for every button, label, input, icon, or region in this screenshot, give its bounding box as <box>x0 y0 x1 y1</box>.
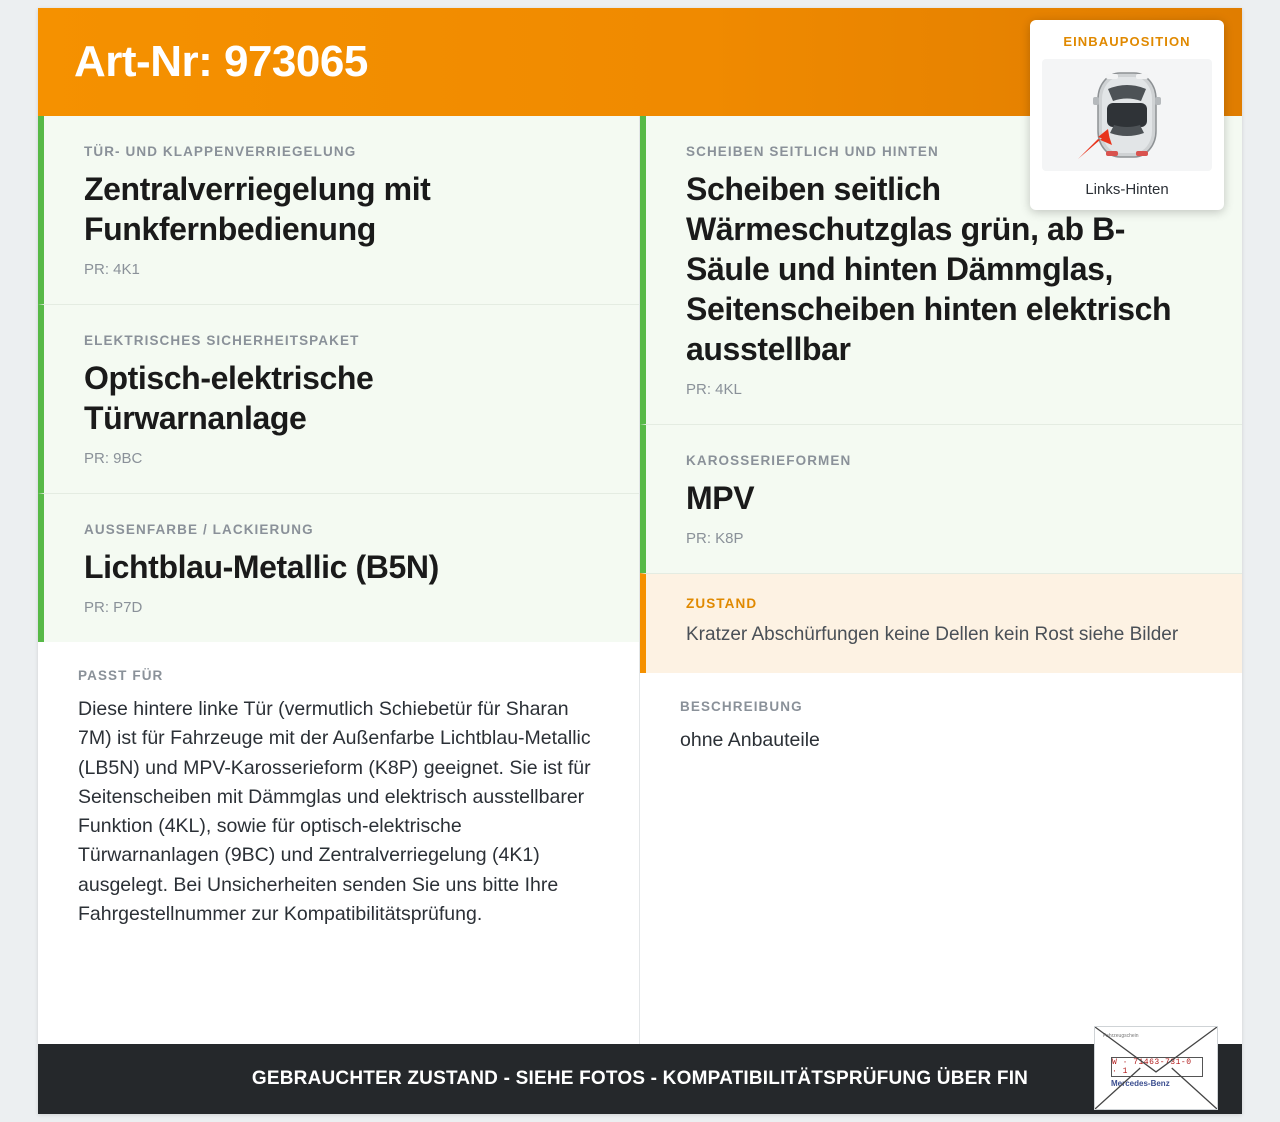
feature-card <box>640 424 1242 573</box>
feature-title: Zentralverriegelung mit Funkfernbedienung <box>84 171 431 247</box>
feature-pr-code: PR: 4KL <box>686 381 742 398</box>
feature-title: Optisch-elektrische Türwarnanlage <box>84 360 374 436</box>
listing-sheet <box>38 8 1242 1114</box>
feature-card <box>38 304 639 493</box>
stamp-plate: W · 71463-731-0 · 1 <box>1111 1057 1203 1077</box>
passt-fuer-text: Diese hintere linke Tür (vermutlich Schiebetür für Sharan 7M) ist für Fahrzeuge mit der Außenfarbe Lichtblau-Metallic (LB5N) und MPV-Karosserieform (K8P) geeignet. Sie ist für Seitenscheiben mit Dämmglas und elektrisch ausstellbarer Funktion (4KL), sowie für optisch-elektrische Türwarnanlagen (9BC) und Zentralverriegelung (4K1) ausgelegt. Bei Unsicherheiten senden Sie uns bitte Ihre Fahrgestellnummer zur Kompatibilitätsprüfung. <box>78 698 591 925</box>
envelope-lines-icon <box>1095 1027 1217 1109</box>
installation-position-label: Links-Hinten <box>1085 181 1169 198</box>
description-kicker: BESCHREIBUNG <box>680 698 803 714</box>
description-text: ohne Anbauteile <box>680 728 820 751</box>
footer-banner <box>38 1033 1242 1114</box>
description-block <box>640 673 1242 1044</box>
feature-card <box>38 493 639 642</box>
feature-pr-code: PR: 9BC <box>84 450 143 467</box>
installation-position-callout <box>1030 20 1224 210</box>
feature-kicker: SCHEIBEN SEITLICH UND HINTEN <box>686 144 939 159</box>
installation-position-title: EINBAUPOSITION <box>1063 34 1191 49</box>
feature-title: Scheiben seitlich Wärmeschutzglas grün, ab B-Säule und hinten Dämmglas, Seitenscheiben hinten elektrisch ausstellbar <box>686 171 1172 367</box>
feature-kicker: ELEKTRISCHES SICHERHEITSPAKET <box>84 333 360 348</box>
stamp-sub-label: Mercedes-Benz <box>1111 1079 1170 1088</box>
stamp-top-label: Fahrzeugschein <box>1103 1033 1139 1039</box>
feature-title: MPV <box>686 480 755 516</box>
right-column <box>640 116 1242 1044</box>
passt-fuer-kicker: PASST FÜR <box>78 668 164 683</box>
footer-text: GEBRAUCHTER ZUSTAND - SIEHE FOTOS - KOMPATIBILITÄTSPRÜFUNG ÜBER FIN <box>251 1068 1029 1089</box>
passt-fuer-block <box>38 642 639 1044</box>
feature-pr-code: PR: 4K1 <box>84 261 140 278</box>
condition-kicker: ZUSTAND <box>686 596 758 611</box>
feature-title: Lichtblau-Metallic (B5N) <box>84 549 439 585</box>
condition-text: Kratzer Abschürfungen keine Dellen kein Rost siehe Bilder <box>686 624 1179 645</box>
installation-position-figure <box>1042 59 1212 171</box>
feature-kicker: AUSSENFARBE / LACKIERUNG <box>84 522 314 537</box>
feature-card <box>38 116 639 304</box>
feature-pr-code: PR: P7D <box>84 599 143 616</box>
car-top-view-icon <box>1052 63 1202 167</box>
condition-card <box>640 573 1242 673</box>
page-title: Art-Nr: 973065 <box>74 37 368 86</box>
vehicle-document-icon <box>1094 1026 1218 1110</box>
feature-pr-code: PR: K8P <box>686 530 744 547</box>
left-column <box>38 116 640 1044</box>
feature-kicker: KAROSSERIEFORMEN <box>686 453 852 468</box>
feature-kicker: TÜR- UND KLAPPENVERRIEGELUNG <box>84 144 357 159</box>
content-columns <box>38 116 1242 1044</box>
